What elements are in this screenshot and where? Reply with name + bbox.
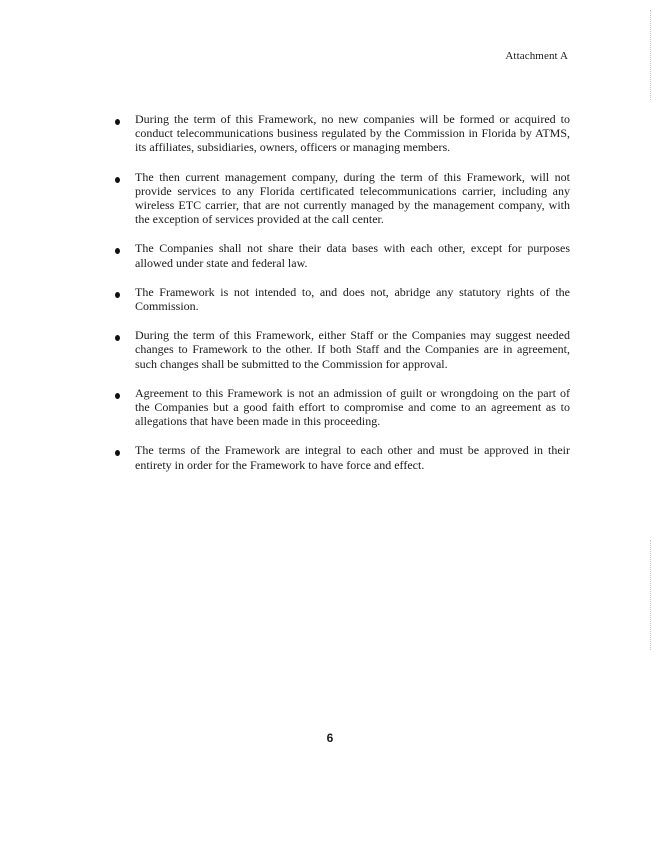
list-item-text: The Companies shall not share their data bases with each other, except for purposes allowed under state and federal law.	[135, 241, 570, 270]
list-item	[113, 443, 570, 471]
list-item-text: The terms of the Framework are integral to each other and must be approved in their entirety in order for the Framework to have force and effect.	[135, 443, 570, 472]
bullet-icon	[115, 248, 120, 254]
list-item-text: The then current management company, during the term of this Framework, will not provide services to any Florida certificated telecommunications carrier, including any wireless ETC carrier, that are not currently managed by the management company, with the exception of services provided at the call center.	[135, 169, 570, 227]
attachment-label: Attachment A	[505, 50, 568, 62]
scan-edge-mark	[650, 10, 652, 100]
list-item-text: During the term of this Framework, either Staff or the Companies may suggest needed changes to Framework to the other. If both Staff and the Companies are in agreement, such changes shall be submitted to the Commission for approval.	[135, 328, 570, 371]
scan-edge-mark	[650, 540, 652, 650]
bullet-icon	[115, 177, 120, 183]
list-item	[113, 241, 570, 269]
page-number: 6	[326, 731, 334, 745]
bullet-icon	[115, 119, 120, 125]
list-item-text: Agreement to this Framework is not an admission of guilt or wrongdoing on the part of the Companies but a good faith effort to compromise and come to an agreement as to allegations that have been made in this proceeding.	[135, 385, 570, 429]
list-item	[113, 170, 570, 227]
list-item	[113, 386, 570, 429]
bullet-icon	[115, 393, 120, 399]
list-item-text: The Framework is not intended to, and does not, abridge any statutory rights of the Commission.	[135, 284, 570, 314]
list-item-text: During the term of this Framework, no new companies will be formed or acquired to conduct telecommunications business regulated by the Commission in Florida by ATMS, its affiliates, subsidiaries, owners, officers or managing members.	[135, 112, 570, 155]
list-item	[113, 328, 570, 371]
bullet-icon	[115, 335, 120, 341]
framework-terms-list	[113, 112, 570, 487]
bullet-icon	[115, 450, 120, 456]
list-item	[113, 112, 570, 155]
list-item	[113, 285, 570, 313]
bullet-icon	[115, 292, 120, 298]
